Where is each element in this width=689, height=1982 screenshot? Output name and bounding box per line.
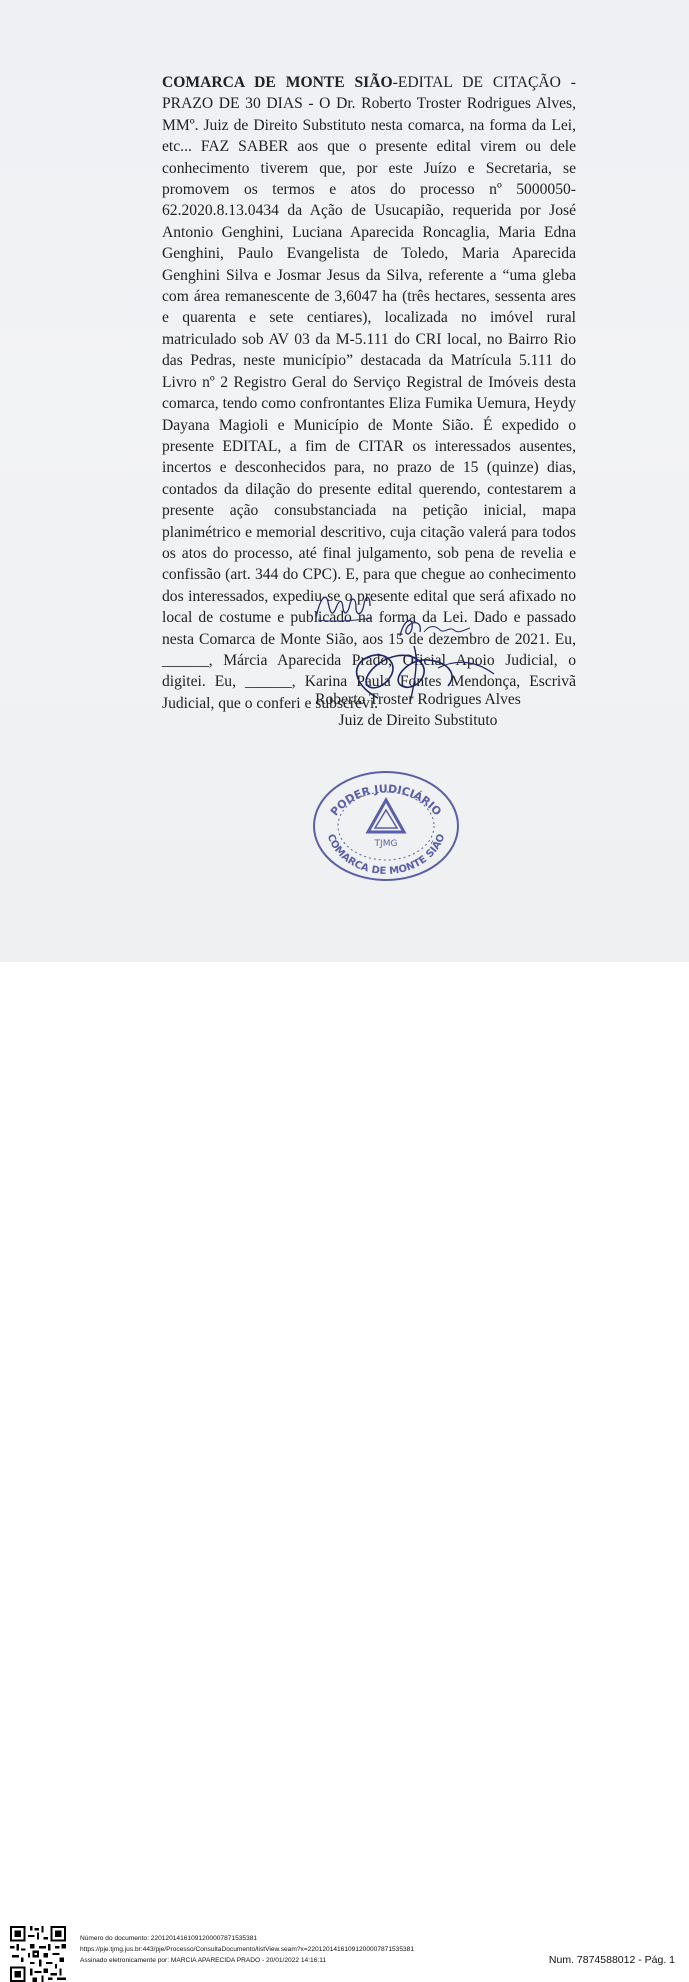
signature-block [300,689,536,731]
edital-body: -EDITAL DE CITAÇÃO - PRAZO DE 30 DIAS - O Dr. Roberto Troster Rodrigues Alves, MMº. Juiz de Direito Substituto nesta comarca, na forma da Lei, etc... FAZ SABER aos que o presente edital virem ou dele conhecimento tiverem que, por este Juízo e Secretaria, se promovem os termos e atos do processo nº 5000050-62.2020.8.13.0434 da Ação de Usucapião, requerida por José Antonio Genghini, Luciana Aparecida Roncaglia, Maria Edna Genghini, Paulo Evangelista de Toledo, Maria Aparecida Genghini Silva e Josmar Jesus da Silva, referente a “uma gleba com área remanescente de 3,6047 ha (três hectares, sessenta ares e quarenta e sete centiares), localizada no imóvel rural matriculado sob AV 03 da M-5.111 do CRI local, no Bairro Rio das Pedras, neste município” destacada da Matrícula 5.111 do Livro nº 2 Registro Geral do Serviço Registral de Imóveis desta comarca, tendo como confrontantes Eliza Fumika Uemura, Heydy Dayana Magioli e Município de Monte Sião. É expedido o presente EDITAL, a fim de CITAR os interessados ausentes, incertos e desconhecidos para, no prazo de 15 (quinze) dias, contados da dilação do presente edital querendo, contestarem a presente ação consubstanciada na petição inicial, mapa planimétrico e memorial descritivo, cuja citação valerá para todos os atos do processo, até final julgamento, sob pena de revelia e confissão (art. 344 do CPC). E, para que chegue ao conhecimento dos interessados, expediu-se o presente edital que será afixado no local de costume e publicado na forma da Lei. Dado e passado nesta Comarca de Monte Sião, aos 15 de dezembro de 2021. Eu, ______, Márcia Aparecida Prado, Oficial Apoio Judicial, o digitei. Eu, ______, Karina Paula Fontes Mendonça, Escrivã Judicial, que o conferi e subscrevi. [162,74,576,712]
court-seal-stamp [306,766,466,886]
document-metadata [80,1933,414,1966]
judge-title: Juiz de Direito Substituto [338,712,498,729]
edital-heading: COMARCA DE MONTE SIÃO [162,74,393,91]
edital-text [162,72,576,714]
svg-text:PODER JUDICIÁRIO: PODER JUDICIÁRIO [328,782,444,819]
svg-text:COMARCA DE MONTE SIÃO: COMARCA DE MONTE SIÃO [324,832,448,878]
document-url[interactable]: https://pje.tjmg.jus.br:443/pje/Processo/ConsultaDocumento/listView.seam?x=22012014161091200007871535381 [80,1946,415,1953]
signed-by: Assinado eletronicamente por: MARCIA APARECIDA PRADO - 20/01/2022 14:16:11 [80,1957,327,1964]
judge-name: Roberto Troster Rodrigues Alves [315,691,521,708]
seal-center-text: TJMG [374,839,398,849]
footer [0,962,689,1966]
page-number: Num. 7874588012 - Pág. 1 [548,1954,675,1966]
document-page [0,0,689,962]
document-number: Número do documento: 22012014161091200007871535381 [80,1935,258,1942]
qr-code-icon[interactable] [10,1926,66,1982]
